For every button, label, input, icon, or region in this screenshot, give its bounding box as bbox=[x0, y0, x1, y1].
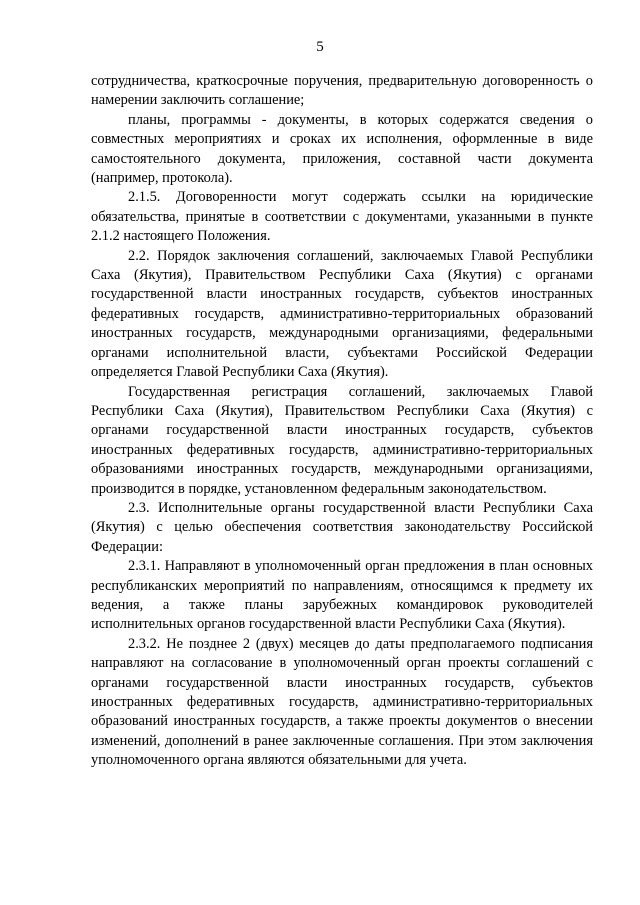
paragraph-state-registration: Государственная регистрация соглашений, заключаемых Главой Республики Саха (Якутия), Правительством Республики Саха (Якутия) с органами государственной власти иностранных государств, субъектов иностранных федеративных государств, административно-территориальных образованиями иностранных государств, международными организациями, производится в порядке, установленном федеральным законодательством. bbox=[91, 383, 593, 497]
paragraph-2-3-2: 2.3.2. Не позднее 2 (двух) месяцев до даты предполагаемого подписания направляют на согласование в уполномоченный орган проекты соглашений с органами государственной власти иностранных государств, субъектов иностранных федеративных государств, административно-территориальных образований иностранных государств, а также проекты документов о внесении изменений, дополнений в ранее заключенные соглашения. При этом заключения уполномоченного органа являются обязательными для учета. bbox=[91, 635, 593, 769]
paragraph-2-3-1: 2.3.1. Направляют в уполномоченный орган предложения в план основных республиканских мероприятий по направлениям, относящимся к предмету их ведения, а также планы зарубежных командировок руководителей исполнительных органов государственной власти Республики Саха (Якутия). bbox=[91, 558, 593, 633]
paragraph-2-1-5: 2.1.5. Договоренности могут содержать ссылки на юридические обязательства, принятые в соответствии с документами, указанными в пункте 2.1.2 настоящего Положения. bbox=[91, 189, 593, 245]
paragraph-plans-programs: планы, программы - документы, в которых содержатся сведения о совместных мероприятиях и сроках их исполнения, оформленные в виде самостоятельного документа, приложения, составной части документа (например, протокола). bbox=[91, 111, 593, 187]
page-number: 5 bbox=[316, 39, 324, 55]
paragraph-continuation: сотрудничества, краткосрочные поручения, предварительную договоренность о намерении заключить соглашение; bbox=[91, 73, 593, 109]
paragraph-2-2: 2.2. Порядок заключения соглашений, заключаемых Главой Республики Саха (Якутия), Правительством Республики Саха (Якутия) с органами государственной власти иностранных государств, субъектов иностранных федеративных государств, административно-территориальных образований иностранных государств, международными организациями, федеральными органами исполнительной власти, субъектами Российской Федерации определяется Главой Республики Саха (Якутия). bbox=[91, 247, 593, 381]
document-body bbox=[91, 72, 593, 771]
paragraph-2-3: 2.3. Исполнительные органы государственной власти Республики Саха (Якутия) с целью обеспечения соответствия законодательству Российской Федерации: bbox=[91, 499, 593, 555]
